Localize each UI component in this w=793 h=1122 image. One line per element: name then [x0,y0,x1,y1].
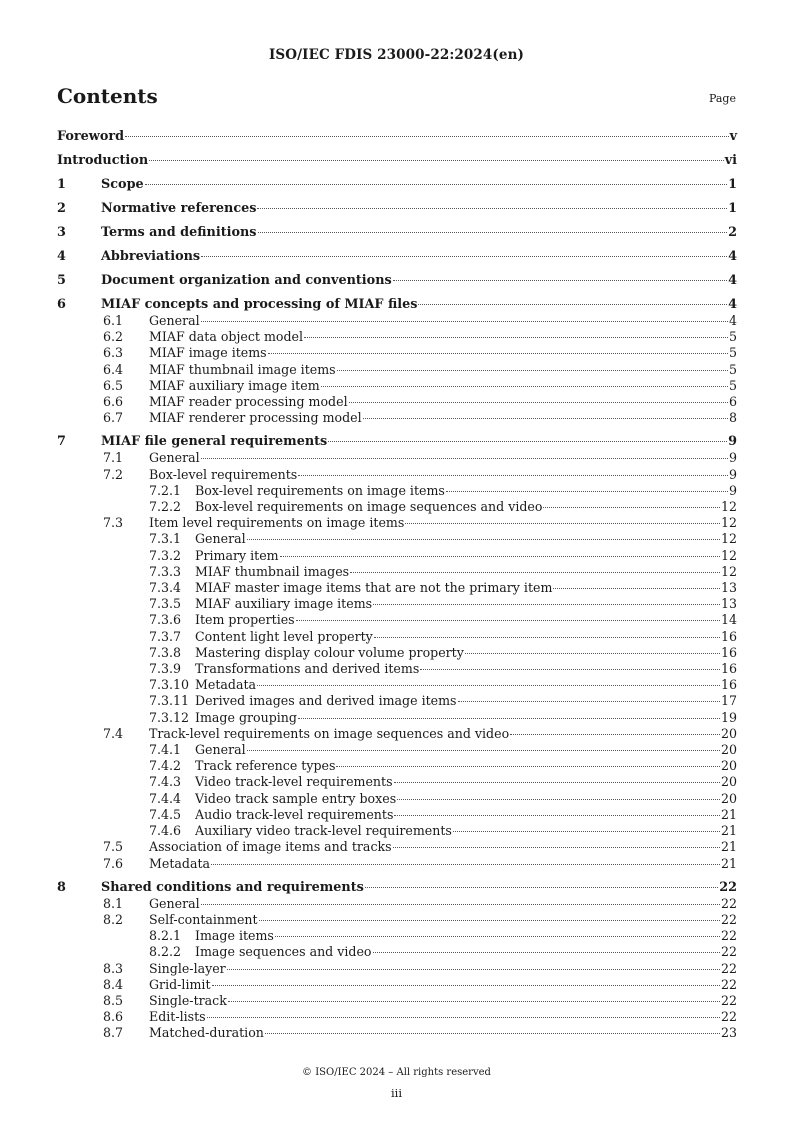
toc-entry-page: 1 [728,177,737,192]
toc-entry-page: 13 [720,580,737,596]
toc-entry[interactable] [57,961,737,977]
toc-entry-number: 8.2 [103,911,124,927]
toc-entry[interactable] [57,944,737,960]
toc-entry[interactable] [57,977,737,993]
toc-entry[interactable] [57,693,737,709]
toc-entry-page: 6 [728,394,737,410]
toc-entry-page: 12 [720,547,737,563]
page-column-label: Page [708,92,736,105]
toc-leader-dots [258,232,728,233]
toc-entry[interactable] [57,564,737,580]
toc-entry-title: Metadata [149,855,211,871]
toc-leader-dots [247,539,720,540]
toc-entry-title: Scope [101,177,144,192]
toc-entry-page: 21 [720,806,737,822]
toc-leader-dots [465,653,720,654]
toc-entry-page: 17 [720,693,737,709]
toc-leader-dots [321,386,728,387]
toc-entry[interactable] [57,710,737,726]
toc-entry-title: Transformations and derived items [195,661,420,677]
toc-entry-number: 6.4 [103,361,124,377]
toc-leader-dots [275,936,720,937]
table-of-contents [57,128,737,1042]
toc-entry-page: 9 [728,482,737,498]
toc-entry[interactable] [57,629,737,645]
toc-entry-page: 4 [728,297,737,312]
toc-entry-page: 12 [720,515,737,531]
toc-entry-title: Box-level requirements [149,466,298,482]
toc-entry-page: 22 [720,960,737,976]
toc-entry-number: 5 [57,273,66,288]
toc-entry[interactable] [57,128,737,145]
toc-entry-title: Audio track-level requirements [195,806,394,822]
toc-entry-title: Derived images and derived image items [195,693,457,709]
toc-entry-title: Item level requirements on image items [149,515,405,531]
toc-entry[interactable] [57,823,737,839]
toc-entry[interactable] [57,200,737,217]
toc-entry-title: MIAF auxiliary image item [149,377,320,393]
toc-entry-title: Matched-duration [149,1025,264,1041]
toc-entry-title: Content light level property [195,628,373,644]
toc-entry-number: 6.7 [103,410,124,426]
toc-entry[interactable] [57,912,737,928]
toc-entry[interactable] [57,483,737,499]
toc-entry-page: 22 [720,911,737,927]
toc-entry-page: 9 [728,450,737,466]
toc-entry[interactable] [57,515,737,531]
toc-entry-page: 20 [720,758,737,774]
toc-leader-dots [337,370,728,371]
toc-entry-number: 1 [57,177,66,192]
toc-entry[interactable] [57,807,737,823]
toc-entry-number: 6.2 [103,329,124,345]
toc-leader-dots [405,523,720,524]
toc-entry-number: 7.3.4 [149,580,182,596]
toc-entry-page: 20 [720,774,737,790]
toc-leader-dots [374,637,720,638]
toc-entry-title: Image items [195,928,274,944]
toc-entry-number: 8 [57,879,66,895]
toc-entry-title: General [195,742,246,758]
toc-entry-page: 5 [728,345,737,361]
toc-leader-dots [268,353,728,354]
toc-leader-dots [259,920,720,921]
toc-leader-dots [257,685,720,686]
toc-entry-title: Metadata [195,677,257,693]
toc-entry-page: 13 [720,596,737,612]
toc-leader-dots [453,831,720,832]
toc-entry-page: 22 [719,879,737,895]
page-title: Contents [57,84,158,108]
toc-entry-page: 22 [720,992,737,1008]
toc-leader-dots [394,815,720,816]
toc-leader-dots [280,556,720,557]
toc-entry-number: 8.3 [103,960,124,976]
toc-entry-number: 7.3.10 [149,677,190,693]
toc-entry-number: 7.2.2 [149,499,182,515]
toc-leader-dots [553,588,720,589]
toc-entry-number: 7.3.9 [149,661,182,677]
toc-entry-page: 22 [720,944,737,960]
toc-leader-dots [125,136,729,137]
toc-entry-title: Grid-limit [149,976,211,992]
toc-leader-dots [149,160,724,161]
toc-entry-number: 7.1 [103,450,124,466]
toc-entry-page: 4 [728,313,737,328]
toc-entry-title: Image grouping [195,709,297,725]
toc-entry[interactable] [57,313,737,329]
toc-entry[interactable] [57,345,737,361]
toc-entry[interactable] [57,726,737,742]
toc-entry-title: Image sequences and video [195,944,372,960]
toc-entry-page: 16 [720,661,737,677]
toc-entry-number: 8.2.1 [149,928,182,944]
toc-entry[interactable] [57,758,737,774]
toc-entry-page: 21 [720,839,737,855]
toc-entry[interactable] [57,856,737,872]
toc-entry-title: Self-containment [149,911,258,927]
toc-entry-number: 7.2 [103,466,124,482]
toc-leader-dots [228,1001,720,1002]
toc-entry-title: Association of image items and tracks [149,839,392,855]
toc-entry[interactable] [57,362,737,378]
toc-entry[interactable] [57,248,737,265]
toc-entry-number: 8.2.2 [149,944,182,960]
toc-entry[interactable] [57,433,737,450]
toc-entry-title: Track reference types [195,758,336,774]
toc-leader-dots [543,507,719,508]
toc-leader-dots [397,799,720,800]
toc-entry[interactable] [57,1025,737,1041]
toc-entry-number: 7.4.3 [149,774,182,790]
toc-entry[interactable] [57,176,737,193]
toc-entry[interactable] [57,791,737,807]
toc-entry[interactable] [57,774,737,790]
toc-entry-page: 1 [728,201,737,216]
toc-entry[interactable] [57,580,737,596]
toc-entry-number: 8.1 [103,895,124,911]
toc-entry-number: 7.3.2 [149,547,182,563]
toc-leader-dots [420,669,720,670]
toc-entry-number: 8.5 [103,992,124,1008]
toc-entry-page: 20 [720,725,737,741]
toc-entry-title: General [149,450,200,466]
toc-entry[interactable] [57,499,737,515]
toc-entry-page: 22 [720,976,737,992]
toc-entry-title: Box-level requirements on image sequences and video [195,499,543,515]
toc-entry-page: 5 [728,377,737,393]
toc-entry[interactable] [57,896,737,912]
toc-entry[interactable] [57,742,737,758]
toc-entry-number: 4 [57,249,66,264]
toc-entry-page: 22 [720,1009,737,1025]
toc-entry[interactable] [57,661,737,677]
toc-entry-title: Video track-level requirements [195,774,393,790]
toc-entry-number: 7.3.8 [149,644,182,660]
toc-entry-page: 23 [720,1025,737,1041]
toc-leader-dots [247,750,720,751]
toc-entry-number: 6.5 [103,377,124,393]
toc-entry[interactable] [57,378,737,394]
toc-entry-title: MIAF thumbnail images [195,563,350,579]
toc-entry-page: 16 [720,677,737,693]
toc-leader-dots [363,418,728,419]
toc-entry-number: 7.4.6 [149,823,182,839]
toc-entry[interactable] [57,152,737,169]
toc-entry[interactable] [57,329,737,345]
toc-leader-dots [373,604,720,605]
toc-entry-number: 6.3 [103,345,124,361]
toc-entry-number: 7 [57,434,66,450]
toc-entry-title: MIAF master image items that are not the primary item [195,580,553,596]
toc-leader-dots [458,701,720,702]
page-number: iii [390,1086,403,1100]
toc-entry-number: 7.5 [103,839,124,855]
toc-entry-page: 4 [728,249,737,264]
toc-entry-title: Box-level requirements on image items [195,482,445,498]
toc-entry[interactable] [57,296,737,313]
toc-leader-dots [393,847,720,848]
toc-entry[interactable] [57,993,737,1009]
toc-entry-title: MIAF auxiliary image items [195,596,373,612]
toc-entry[interactable] [57,928,737,944]
toc-entry-number: 7.2.1 [149,482,182,498]
toc-entry-number: 7.3.6 [149,612,182,628]
toc-leader-dots [298,718,720,719]
toc-entry[interactable] [57,410,737,426]
toc-entry-title: MIAF data object model [149,329,304,345]
toc-leader-dots [394,782,720,783]
toc-entry-title: Foreword [57,129,125,144]
toc-entry[interactable] [57,612,737,628]
toc-entry[interactable] [57,645,737,661]
toc-leader-dots [304,337,728,338]
toc-entry-page: 22 [720,895,737,911]
toc-leader-dots [328,441,727,442]
toc-entry[interactable] [57,450,737,466]
toc-entry-title: General [149,313,200,328]
toc-entry[interactable] [57,394,737,410]
toc-leader-dots [349,402,728,403]
toc-leader-dots [201,458,728,459]
toc-leader-dots [201,321,728,322]
toc-entry-page: 8 [728,410,737,426]
toc-entry-number: 7.3.12 [149,709,190,725]
toc-entry-page: 5 [728,329,737,345]
toc-entry-page: 4 [728,273,737,288]
toc-entry-page: 21 [720,855,737,871]
toc-entry-number: 7.3.1 [149,531,182,547]
toc-entry-title: Item properties [195,612,295,628]
toc-entry-page: v [729,129,737,144]
document-header: ISO/IEC FDIS 23000-22:2024(en) [269,47,524,63]
toc-entry-number: 7.3.11 [149,693,190,709]
toc-leader-dots [145,184,727,185]
toc-entry[interactable] [57,677,737,693]
toc-leader-dots [393,280,727,281]
toc-entry-title: Terms and definitions [101,225,257,240]
toc-entry-page: 12 [720,499,737,515]
toc-leader-dots [227,969,720,970]
toc-entry-page: 14 [720,612,737,628]
toc-entry-title: MIAF thumbnail image items [149,361,336,377]
toc-leader-dots [373,952,720,953]
toc-entry-number: 7.4.4 [149,790,182,806]
toc-leader-dots [257,208,727,209]
toc-entry-number: 7.3.5 [149,596,182,612]
copyright-footer: © ISO/IEC 2024 – All rights reserved [302,1067,491,1078]
toc-entry-title: Document organization and conventions [101,273,392,288]
toc-entry-number: 7.4.5 [149,806,182,822]
toc-entry-title: Single-layer [149,960,226,976]
toc-entry-title: Introduction [57,153,149,168]
toc-entry-title: MIAF concepts and processing of MIAF files [101,297,418,312]
toc-entry-title: Abbreviations [101,249,201,264]
toc-entry-page: 9 [728,466,737,482]
toc-leader-dots [201,256,727,257]
toc-entry-number: 7.4.2 [149,758,182,774]
toc-entry[interactable] [57,839,737,855]
toc-entry-page: 21 [720,823,737,839]
toc-entry-page: 20 [720,790,737,806]
toc-entry[interactable] [57,272,737,289]
toc-entry-title: Shared conditions and requirements [101,879,364,895]
toc-entry[interactable] [57,879,737,896]
toc-entry-number: 7.4 [103,725,124,741]
toc-entry-title: General [149,895,200,911]
toc-entry[interactable] [57,548,737,564]
toc-entry-number: 2 [57,201,66,216]
toc-entry-number: 7.3.3 [149,563,182,579]
toc-entry-page: 12 [720,531,737,547]
toc-entry[interactable] [57,596,737,612]
toc-entry-title: MIAF image items [149,345,267,361]
toc-entry-title: Mastering display colour volume property [195,644,464,660]
toc-entry-number: 7.3 [103,515,124,531]
toc-leader-dots [510,734,720,735]
toc-leader-dots [265,1033,720,1034]
toc-entry-page: 2 [728,225,737,240]
toc-entry-title: General [195,531,246,547]
toc-entry[interactable] [57,1009,737,1025]
toc-entry[interactable] [57,531,737,547]
toc-entry-number: 7.3.7 [149,628,182,644]
toc-entry-number: 8.6 [103,1009,124,1025]
toc-entry-number: 3 [57,225,66,240]
toc-leader-dots [350,572,720,573]
toc-entry-page: 9 [728,434,737,450]
toc-entry-title: Normative references [101,201,257,216]
toc-entry-page: 5 [728,361,737,377]
toc-leader-dots [211,864,720,865]
toc-leader-dots [201,904,720,905]
toc-leader-dots [296,620,720,621]
toc-leader-dots [298,475,728,476]
toc-entry-title: Primary item [195,547,279,563]
toc-leader-dots [336,766,720,767]
toc-entry-title: Single-track [149,992,227,1008]
toc-leader-dots [212,985,720,986]
toc-entry-title: MIAF file general requirements [101,434,328,450]
toc-entry-page: 19 [720,709,737,725]
toc-entry-number: 6.1 [103,313,124,328]
toc-entry-number: 7.6 [103,855,124,871]
toc-entry-title: Auxiliary video track-level requirements [195,823,452,839]
toc-entry-title: Edit-lists [149,1009,206,1025]
toc-entry-number: 6 [57,297,66,312]
toc-entry-page: 20 [720,742,737,758]
toc-entry-page: 16 [720,628,737,644]
toc-entry-page: 12 [720,563,737,579]
toc-entry-number: 7.4.1 [149,742,182,758]
toc-entry[interactable] [57,467,737,483]
toc-leader-dots [418,304,727,305]
toc-leader-dots [365,887,718,888]
toc-leader-dots [446,491,728,492]
toc-leader-dots [207,1017,720,1018]
toc-entry-title: Track-level requirements on image sequences and video [149,725,510,741]
toc-entry-title: MIAF reader processing model [149,394,348,410]
toc-entry-number: 8.4 [103,976,124,992]
toc-entry-page: 16 [720,644,737,660]
toc-entry-page: 22 [720,928,737,944]
toc-entry[interactable] [57,224,737,241]
toc-entry-page: vi [724,153,737,168]
toc-entry-number: 8.7 [103,1025,124,1041]
toc-entry-number: 6.6 [103,394,124,410]
toc-entry-title: MIAF renderer processing model [149,410,362,426]
toc-entry-title: Video track sample entry boxes [195,790,397,806]
